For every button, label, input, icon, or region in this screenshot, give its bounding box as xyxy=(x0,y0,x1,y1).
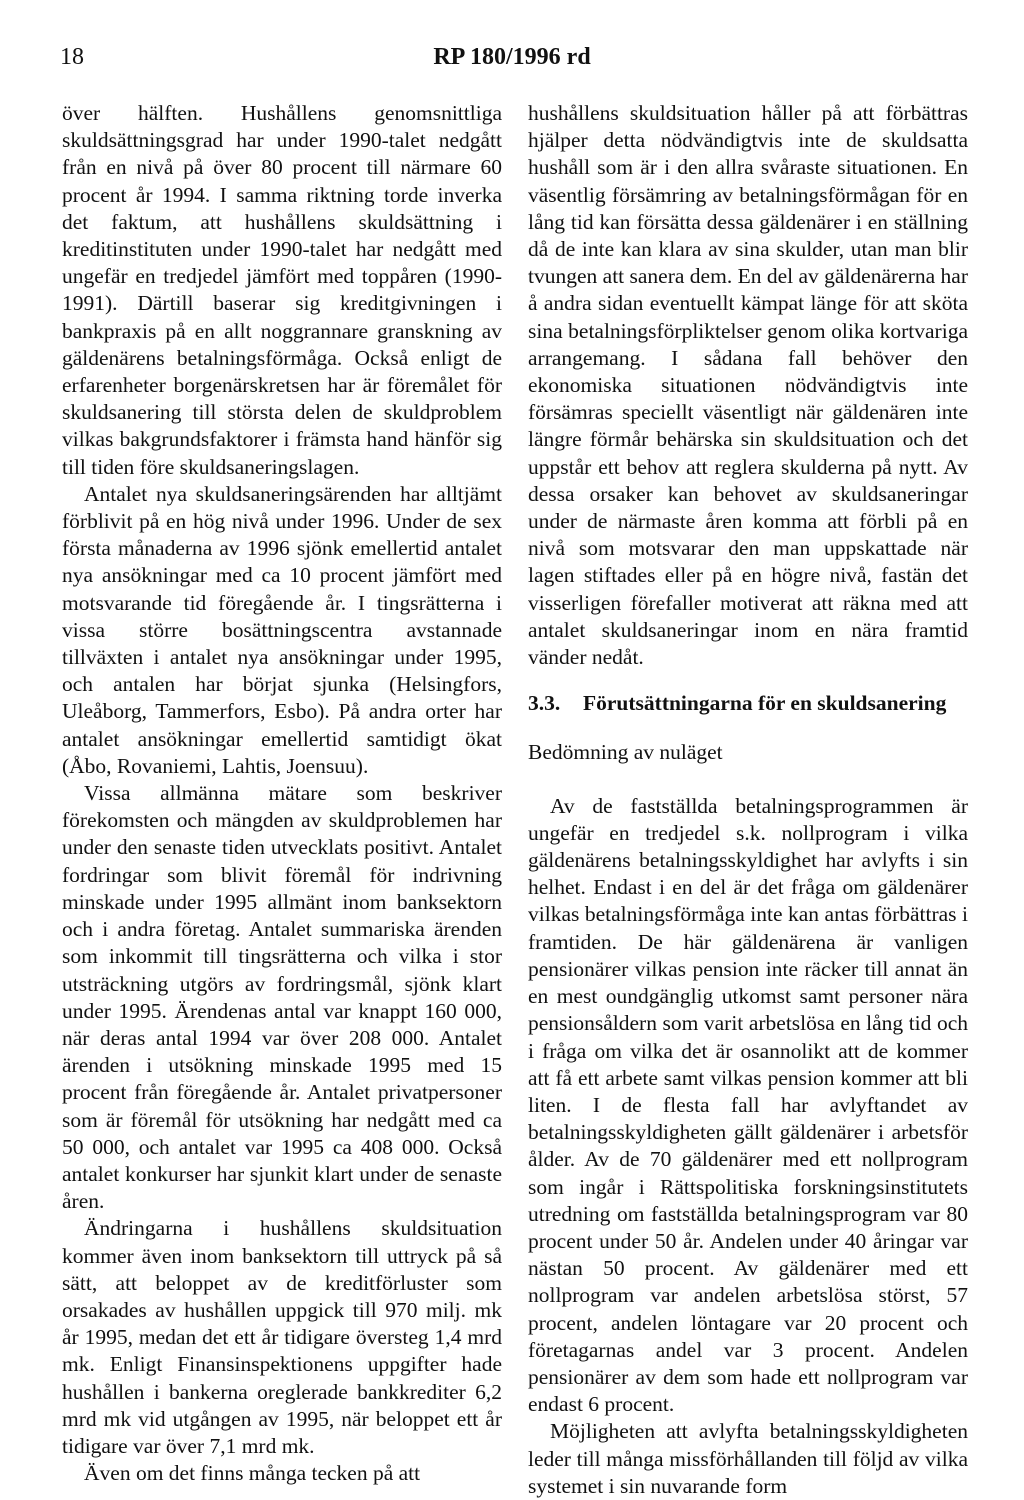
paragraph: Vissa allmänna mätare som beskriver förekomsten och mängden av skuldproblemen har under den senaste tiden utvecklats positivt. Antalet fordringar som blivit föremål för indrivning minskade under 1995 allmänt inom banksektorn och i andra företag. Antalet summariska ärenden som inkommit till tingsrätterna och vilka i stor utsträckning utgörs av fordringsmål, sjönk klart under 1995. Ärendenas antal var knappt 160 000, när deras antal 1994 var över 208 000. Antalet ärenden i utsökning minskade 1995 med 15 procent från föregående år. Antalet privatpersoner som är föremål för utsökning har nedgått med ca 50 000, och antalet var 1995 ca 408 000. Också antalet konkurser har sjunkit klart under de senaste åren. xyxy=(62,781,502,1214)
paragraph: över hälften. Hushållens genomsnittliga skuldsättningsgrad har under 1990-talet nedgått från en nivå på över 80 procent till närmare 60 procent år 1994. I samma riktning torde inverka det faktum, att hushållens skuldsättning i kreditinstituten under 1990-talet har nedgått med ungefär en tredjedel jämfört med toppåren (1990-1991). Därtill baserar sig kreditgivningen i bankpraxis på en allt noggrannare granskning av gäldenärens betalningsförmåga. Också enligt de erfarenheter borgenärskretsen har är föremålet för skuldsanering till största delen de skuldproblem vilkas bakgrundsfaktorer i främsta hand hänför sig till tiden före skuldsaneringslagen. xyxy=(62,101,502,479)
subheading: Bedömning av nuläget xyxy=(528,740,723,765)
paragraph: Möjligheten att avlyfta betalningsskyldigheten leder till många missförhållanden till följd av vilka systemet i sin nuvarande form xyxy=(528,1419,968,1498)
document-reference: RP 180/1996 rd xyxy=(433,44,591,70)
section-heading xyxy=(528,690,968,717)
right-column xyxy=(528,100,968,1500)
section-number: 3.3. xyxy=(528,691,561,716)
page-number: 18 xyxy=(60,44,84,70)
paragraph: hushållens skuldsituation håller på att förbättras hjälper detta nödvändigtvis inte de skuldsatta hushåll som är i den allra svåraste situationen. En väsentlig försämring av betalningsförmågan för en lång tid kan försätta dessa gäldenärer i en ställning då de inte kan klara av sina skulder, utan man blir tvungen att sanera dem. En del av gäldenärerna har å andra sidan eventuellt kämpat länge för att sköta sina betalningsförpliktelser genom olika kortvariga arrangemang. I sådana fall behöver den ekonomiska situationen nödvändigtvis inte försämras speciellt väsentligt när gäldenären inte längre förmår behärska sin skuldsituation och det uppstår ett behov att reglera skulderna på nytt. Av dessa orsaker kan behovet av skuldsaneringar under de närmaste åren komma att förbli på en nivå som motsvarar den man uppskattade när lagen stiftades eller på en högre nivå, fastän det visserligen förefaller motiverat att räkna med att antalet skuldsaneringar inom en nära framtid vänder nedåt. xyxy=(528,101,968,670)
paragraph: Antalet nya skuldsaneringsärenden har alltjämt förblivit på en hög nivå under 1996. Under de sex första månaderna av 1996 sjönk emellertid antalet nya ansökningar med ca 10 procent jämfört med motsvarande tid föregående år. I tingsrätterna i vissa större bosättningscentra avstannade tillväxten i antalet nya ansökningar under 1995, och antalen har börjat sjunka (Helsingfors, Uleåborg, Tammerfors, Esbo). På andra orter har antalet ansökningar emellertid samtidigt ökat (Åbo, Rovaniemi, Lahtis, Joensuu). xyxy=(62,481,502,778)
left-column xyxy=(62,100,502,1487)
section-title: Förutsättningarna för en skuldsanering xyxy=(583,691,947,716)
paragraph: Av de fastställda betalningsprogrammen är ungefär en tredjedel s.k. nollprogram i vilka gäldenärens betalningsskyldighet har avlyfts i sin helhet. Endast i en del är det fråga om gäldenärer vilkas betalningsförmåga inte kan antas förbättras i framtiden. De här gäldenärena är vanligen pensionärer vilkas pension inte räcker till annat än en mest oundgänglig utkomst samt personer nära pensionsåldern som varit arbetslösa en lång tid och i fråga om vilka det är osannolikt att de kommer att få ett arbete samt vilkas pension kommer att bli liten. I de flesta fall har avlyftandet av betalningsskyldigheten gällt gäldenärer i arbetsför ålder. Av de 70 gäldenärer med ett nollprogram som ingår i Rättspolitiska forskningsinstitutets utredning om fastställda betalningsprogram var 80 procent under 50 år. Andelen under 40 åringar var nästan 50 procent. Av gäldenärer med ett nollprogram var andelen arbetslösa störst, 57 procent, andelen löntagare var 20 procent och företagarnas andel var 3 procent. Andelen pensionärer av dem som hade ett nollprogram var endast 6 procent. xyxy=(528,793,968,1417)
paragraph: Även om det finns många tecken på att xyxy=(84,1461,421,1486)
paragraph: Ändringarna i hushållens skuldsituation kommer även inom banksektorn till uttryck på så sätt, att beloppet av de kreditförluster som orsakades av hushållen uppgick till 970 milj. mk år 1995, medan det ett år tidigare översteg 1,4 mrd mk. Enligt Finansinspektionens uppgifter hade hushållen i bankerna oreglerade bankkrediter 6,2 mrd mk vid utgången av 1995, när beloppet ett år tidigare var över 7,1 mrd mk. xyxy=(62,1216,502,1458)
page-header xyxy=(60,44,964,78)
